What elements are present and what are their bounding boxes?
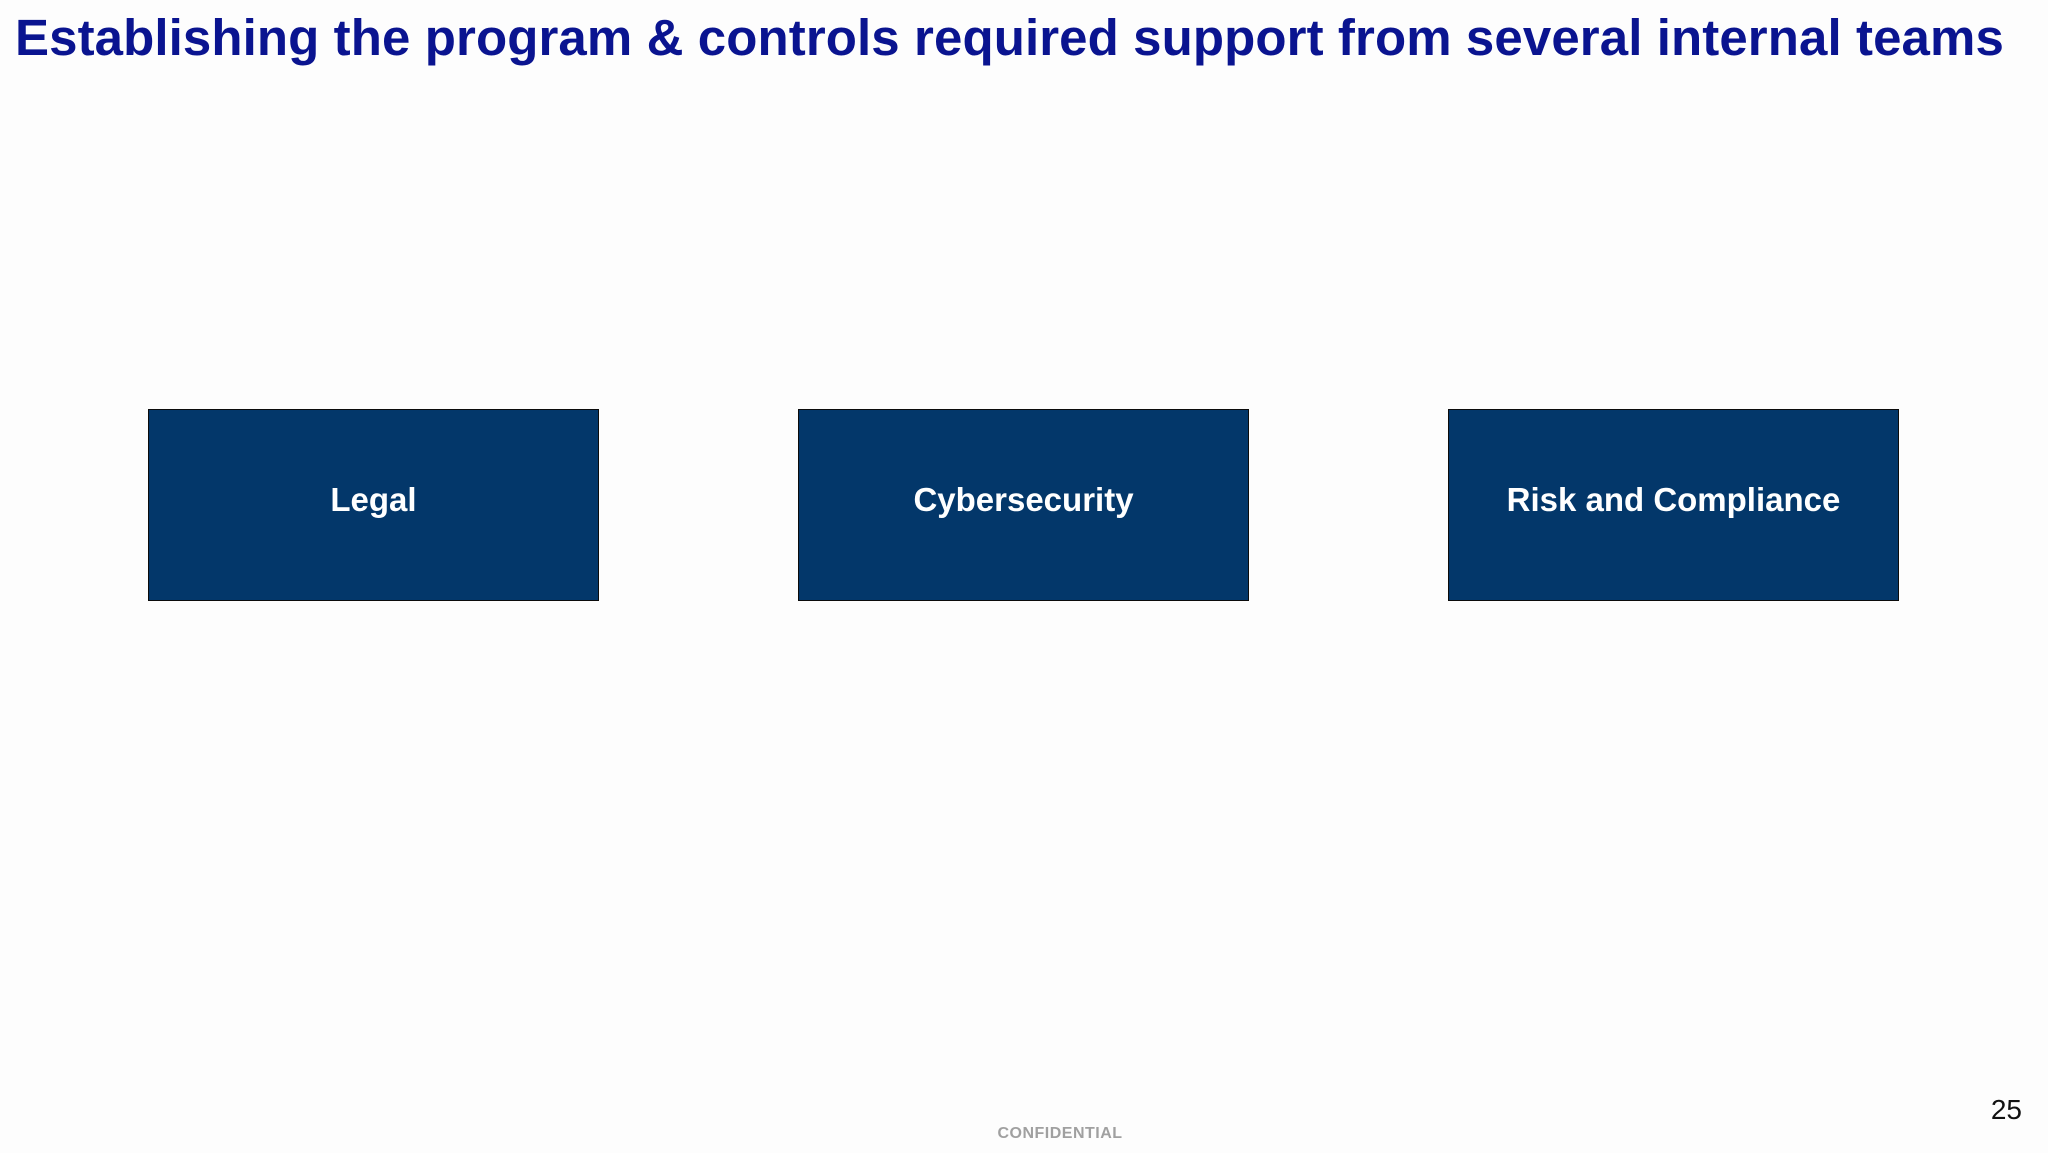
page-number: 25 bbox=[1990, 1094, 2022, 1125]
confidential-label: CONFIDENTIAL bbox=[997, 1125, 1123, 1142]
team-label-cybersecurity: Cybersecurity bbox=[913, 481, 1134, 518]
team-label-legal: Legal bbox=[330, 481, 417, 518]
team-box-risk-and-compliance bbox=[1448, 409, 1899, 601]
team-box-cybersecurity bbox=[798, 409, 1249, 601]
team-label-risk-and-compliance: Risk and Compliance bbox=[1506, 481, 1841, 518]
slide-title: Establishing the program & controls required support from several internal teams bbox=[15, 9, 2004, 66]
team-box-legal bbox=[148, 409, 599, 601]
